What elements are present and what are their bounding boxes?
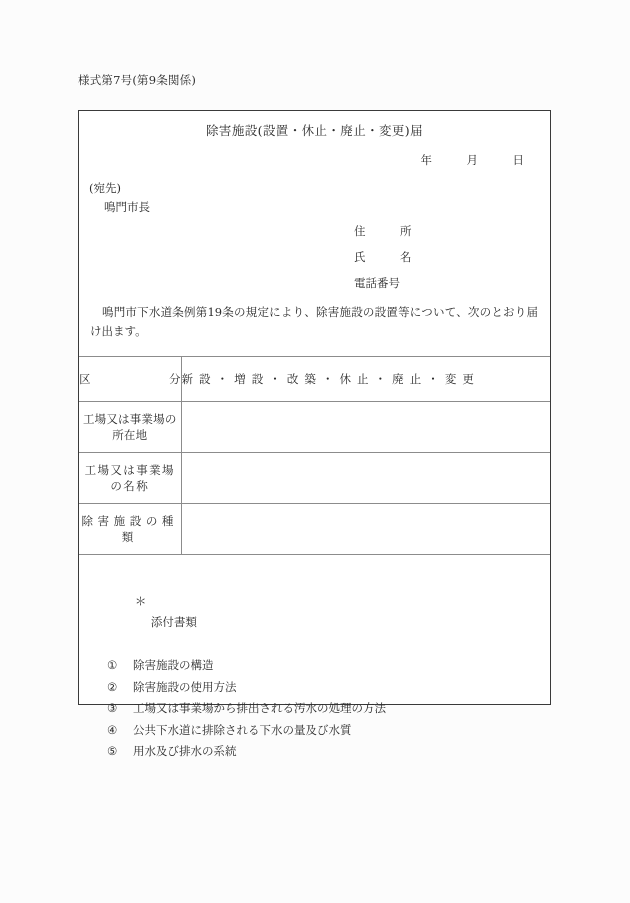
kubun-label-cell	[79, 357, 181, 402]
attachment-number: ⑤	[107, 744, 118, 758]
list-item	[107, 655, 538, 677]
addressee-recipient: 鳴門市長	[104, 200, 150, 214]
list-item	[107, 677, 538, 699]
attachments-heading-text: 添付書類	[150, 615, 197, 629]
form-number: 様式第7号(第9条関係)	[78, 73, 197, 87]
attachments-heading	[91, 569, 538, 655]
applicant-phone-label: 電話番号	[354, 276, 400, 290]
facility-location-value[interactable]	[181, 402, 550, 453]
applicant-address-label: 住 所	[354, 224, 412, 238]
facility-location-label: 工場又は事業場の所在地	[82, 412, 177, 442]
table-row	[79, 402, 550, 453]
form-outer-box	[78, 110, 551, 758]
attachment-text: 除害施設の構造	[133, 658, 214, 672]
statement-line-2: 出ます。	[101, 324, 147, 338]
attachment-text: 用水及び排水の系統	[133, 744, 237, 758]
addressee-block	[89, 179, 150, 217]
addressee-label: (宛先)	[89, 181, 121, 195]
table-row	[79, 453, 550, 504]
list-item	[107, 720, 538, 742]
list-item	[107, 698, 538, 720]
attachment-text: 公共下水道に排除される下水の量及び水質	[133, 722, 352, 737]
date-line: 年 月 日	[420, 153, 524, 167]
table-row-attachments	[79, 555, 550, 763]
kubun-label-end: 分	[169, 372, 181, 386]
attachment-number: ②	[107, 679, 118, 694]
facility-name-label: 工場又は事業場の名称	[84, 463, 175, 493]
facility-name-label-cell	[79, 453, 181, 504]
form-table	[79, 356, 550, 763]
kubun-options-cell[interactable]: 新 設 ・ 増 設 ・ 改 築 ・ 休 止 ・ 廃 止 ・ 変 更	[181, 357, 550, 402]
list-item	[107, 741, 538, 763]
attachment-number: ①	[107, 658, 118, 672]
attachments-cell	[79, 555, 550, 763]
applicant-name-label: 氏 名	[354, 250, 412, 264]
statement-line-1: 鳴門市下水道条例第19条の規定により、除害施設の設置等について、次のとおり届け	[90, 305, 538, 338]
page-title: 除害施設(設置・休止・廃止・変更)届	[206, 123, 423, 138]
statement-paragraph	[90, 303, 538, 341]
attachments-block	[79, 555, 550, 763]
attachment-number: ④	[107, 722, 118, 737]
facility-name-value[interactable]	[181, 453, 550, 504]
attachments-marker: ＊	[134, 593, 147, 608]
table-row-kubun	[79, 357, 550, 402]
facility-type-label: 除害施設の種類	[81, 514, 179, 544]
facility-type-label-cell	[79, 504, 181, 555]
form-header-section	[79, 111, 550, 356]
attachments-list	[91, 655, 538, 763]
facility-type-value[interactable]	[181, 504, 550, 555]
kubun-label-start: 区	[79, 372, 91, 386]
attachment-text: 除害施設の使用方法	[133, 679, 237, 694]
applicant-block	[79, 218, 550, 296]
table-row	[79, 504, 550, 555]
facility-location-label-cell	[79, 402, 181, 453]
attachment-text: 工場又は事業場から排出される汚水の処理の方法	[133, 701, 386, 715]
attachment-number: ③	[107, 701, 118, 715]
